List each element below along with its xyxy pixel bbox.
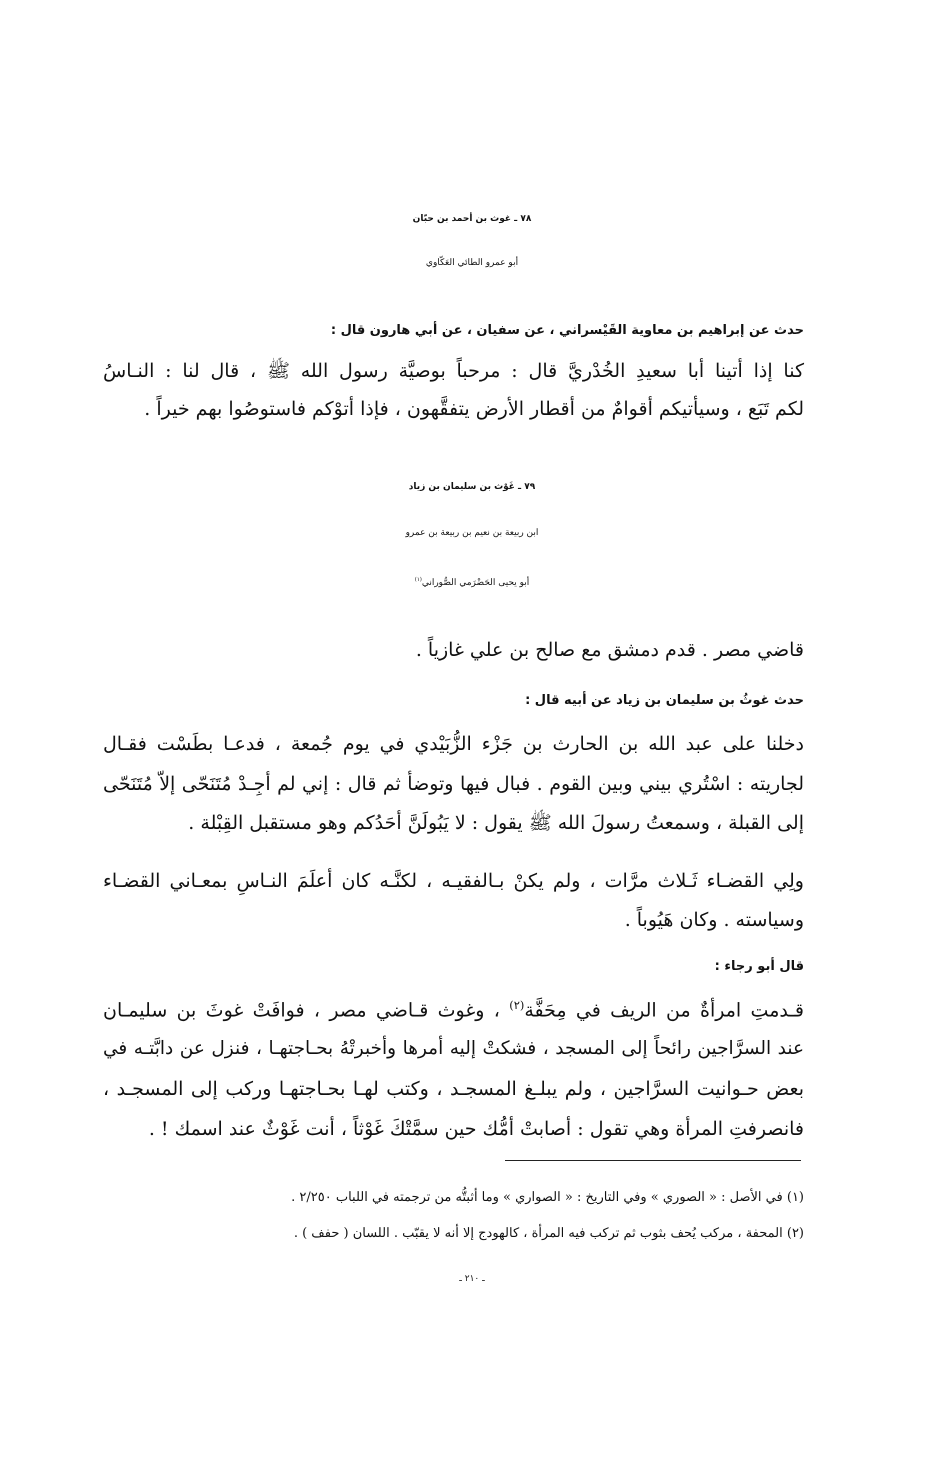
entry-78-kunya: أبو عمرو الطائي العَكّاوي: [425, 258, 519, 268]
entry-79-para2-line-2: وسياسته . وكان هَيُوباً .: [624, 909, 804, 931]
para3-line-1-start: قـدمتِ امرأةٌ من الريف في مِحَفَّة: [524, 999, 804, 1022]
entry-79-chain: حدث غوثُ بن سليمان بن زياد عن أبيه قال :: [525, 693, 804, 708]
footnote-1: (١) في الأصل : « الصوري » وفي التاريخ : « الصواري » وما أثبتُّه من ترجمته في اللباب ٢/٢٥٠ .: [291, 1190, 804, 1205]
entry-79-title: ٧٩ ـ غَوْث بن سليمان بن زياد: [408, 482, 536, 492]
entry-79-chain-2: قال أبو رجاء :: [714, 959, 804, 974]
entry-79-para3-line-1: [103, 1000, 804, 1020]
entry-79-para1-line-3: إلى القبلة ، وسمعتُ رسولَ الله ﷺ يقول : لا يَبُولَنَّ أحَدُكم وهو مستقبل القِبْلة .: [188, 812, 804, 834]
entry-79-lineage: ابن ربيعة بن نعيم بن ربيعة بن عمرو: [405, 528, 539, 538]
entry-79-para3-line-2: عند السرَّاجين رائحاً إلى المسجد ، فشكتْ إليه أمرها وأخبرتْهُ بحـاجتهـا ، فنزل عن دابَّتـه في: [103, 1038, 804, 1059]
entry-79-para1-line-1: دخلنا على عبد الله بن الحارث بن جَزْء الزُّبَيْدي في يوم جُمعة ، فدعـا بطَسْت فقـال: [103, 733, 804, 755]
entry-78-title: ٧٨ ـ غوث بن أحمد بن حبّان: [412, 214, 532, 224]
footnote-divider: [505, 1160, 801, 1161]
entry-79-para1-line-2: لجاريته : اسْتُري بيني وبين القوم . فبال فيها وتوضأ ثم قال : إني لم أجِـدْ مُتَنَحّى إلاّ مُتَنَحّى: [103, 773, 804, 795]
para3-line-1-end: ، وغوث قـاضي مصر ، فوافَتْ غوثَ بن سليمـان: [103, 999, 500, 1022]
entry-78-chain: حدث عن إبراهيم بن معاوية القَيْسراني ، عن سفيان ، عن أبي هارون قال :: [330, 323, 804, 338]
entry-79-para2-line-1: ولِي القضـاء ثَـلاث مرَّات ، ولم يكنْ بـالفقيـه ، لكنَّـه كان أعلَمَ النـاسِ بمعـاني القضـاء: [103, 870, 804, 892]
entry-78-text-line-1: كنا إذا أتينا أبا سعيدِ الخُدْريَّ قال : مرحباً بوصيَّة رسول الله ﷺ ، قال لنا : النـاسُ: [103, 360, 804, 382]
footnote-2: (٢) المحفة ، مركب يُحف بثوب ثم تركب فيه المرأة ، كالهودج إلا أنه لا يقبّب . اللسان ( حفف ) .: [293, 1226, 804, 1241]
entry-79-kunya: [0, 578, 944, 588]
footnote-ref-2: (٢): [509, 998, 525, 1012]
entry-78-text-line-2: لكم تَبَع ، وسيأتيكم أقوامٌ من أقطار الأرض يتفقَّهون ، فإذا أتوْكم فاستوصُوا بهم خيراً .: [144, 398, 804, 420]
entry-79-bio: قاضي مصر . قدم دمشق مع صالح بن علي غازياً .: [415, 639, 804, 661]
entry-79-para3-line-4: فانصرفتِ المرأة وهي تقول : أصابتْ أمُّك حين سمَّتْكَ غَوْثاً ، أنت غَوْثٌ عند اسمك ! .: [148, 1118, 804, 1140]
footnote-ref-1: (١): [414, 577, 422, 583]
entry-79-kunya-text: أبو يحيى الحَضْرَمي الصُّوراني: [421, 578, 530, 588]
page-number: ـ ٢١٠ ـ: [459, 1274, 485, 1284]
entry-79-para3-line-3: بعض حـوانيت السرَّاجين ، ولم يبلـغ المسجـد ، وكتب لهـا بحـاجتهـا وركب إلى المسجـد ،: [103, 1078, 804, 1100]
